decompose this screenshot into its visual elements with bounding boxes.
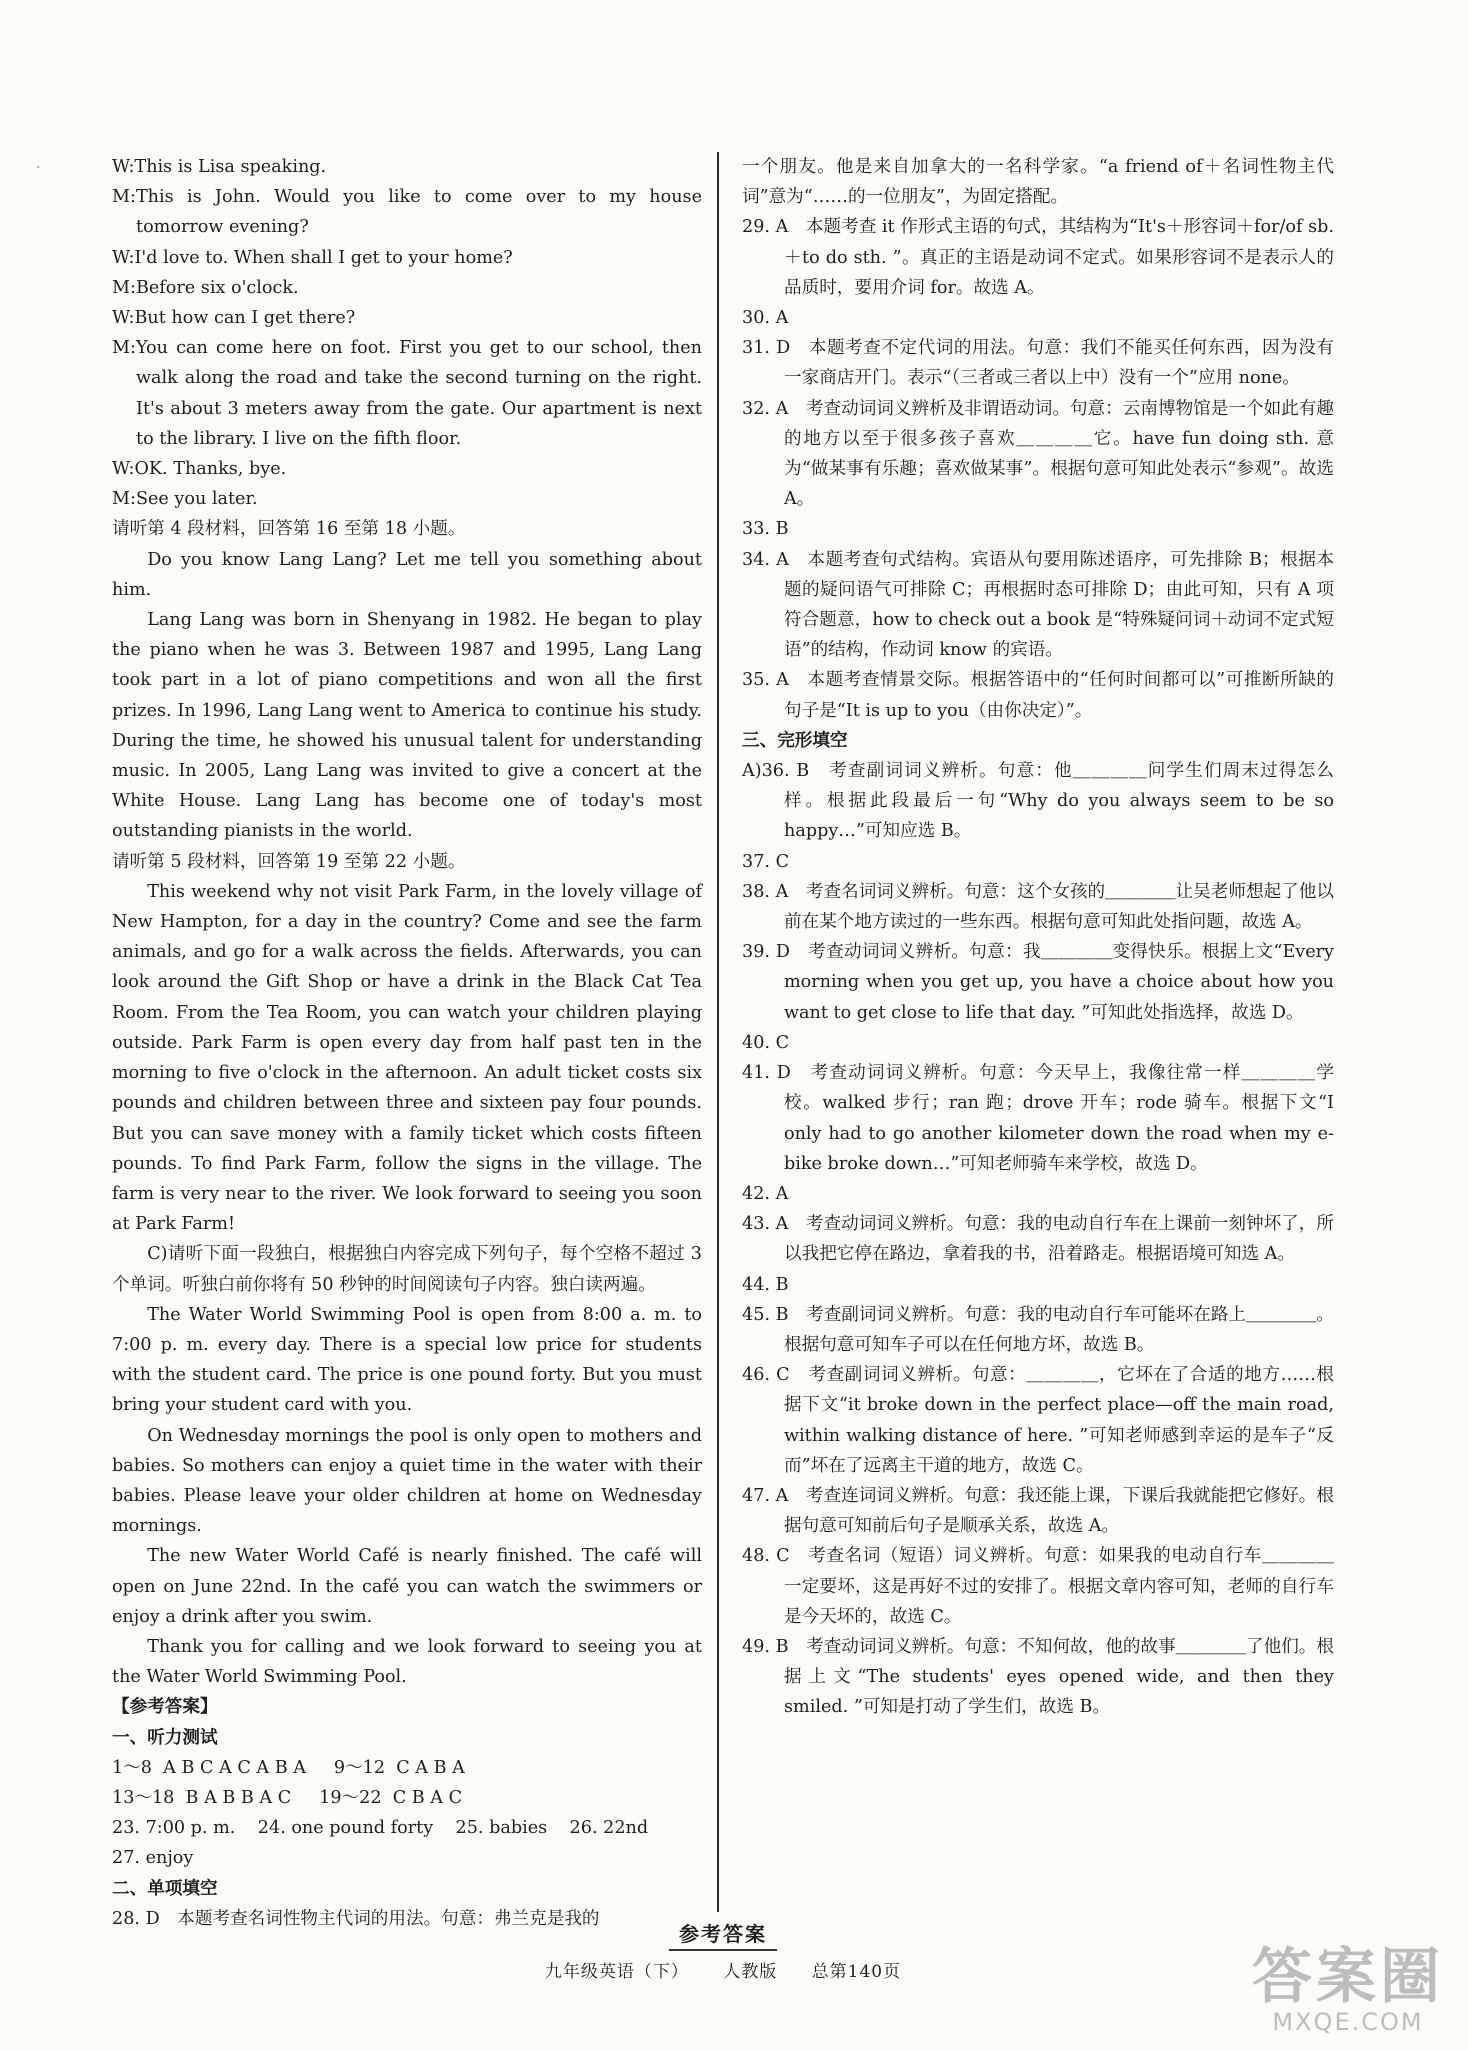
paragraph: The new Water World Café is nearly finished. The café will open on June 22nd. In the café you can watch the swimmers or enjoy a drink after you swim. xyxy=(112,1546,702,1627)
answer-row: 1～8 A B C A C A B A 9～12 C A B A xyxy=(112,1757,465,1778)
answer-item: 48. C 考查名词（短语）词义辨析。句意：如果我的电动自行车＿＿＿＿一定要坏，这是再好不过的安排了。根据文章内容可知，老师的自行车是今天坏的，故选 C。 xyxy=(742,1546,1334,1627)
answer-item: 40. C xyxy=(742,1032,790,1053)
answer-item: 28. D 本题考查名词性物主代词的用法。句意：弗兰克是我的 xyxy=(112,1908,600,1929)
watermark-url: MXQE.COM xyxy=(1272,2008,1424,2036)
section-heading: 三、完形填空 xyxy=(742,729,848,751)
answer-item: 33. B xyxy=(742,519,789,540)
paragraph: W:I'd love to. When shall I get to your home? xyxy=(112,247,513,268)
footer-title: 参考答案 xyxy=(669,1918,777,1951)
paragraph: M:This is John. Would you like to come over to my house tomorrow evening? xyxy=(112,187,702,238)
answer-item: 30. A xyxy=(742,308,789,329)
answer-item: 41. D 考查动词词义辨析。句意：今天早上，我像往常一样＿＿＿＿学校。walked 步行；ran 跑；drove 开车；rode 骑车。根据下文“I only had to go another kilometer down the road when my e-bike broke down…”可知老师骑车来学校，故选 D。 xyxy=(742,1063,1334,1174)
answer-item: 43. A 考查动词词义辨析。句意：我的电动自行车在上课前一刻钟坏了，所以我把它停在路边，拿着我的书，沿着路走。根据语境可知选 A。 xyxy=(742,1214,1334,1265)
section-heading: 二、单项填空 xyxy=(112,1877,218,1899)
answer-item: 34. A 本题考查句式结构。宾语从句要用陈述语序，可先排除 B；根据本题的疑问语气可排除 C；再根据时态可排除 D；由此可知，只有 A 项符合题意，how to check out a book 是“特殊疑问词＋动词不定式短语”的结构，作动词 know 的宾语。 xyxy=(742,549,1334,661)
paragraph: W:But how can I get there? xyxy=(112,308,356,329)
answer-item: 37. C xyxy=(742,851,790,872)
page-footer xyxy=(112,1918,1334,1982)
margin-mark: · xyxy=(36,160,41,176)
footer-info xyxy=(112,1957,1334,1982)
answer-row: 23. 7:00 p. m. 24. one pound forty 25. babies 26. 22nd xyxy=(112,1818,649,1839)
answer-item: A)36. B 考查副词词义辨析。句意：他＿＿＿＿问学生们周末过得怎么样。根据此段最后一句“Why do you always seem to be so happy…”可知应选 B。 xyxy=(742,761,1334,842)
answer-item: 29. A 本题考查 it 作形式主语的句式，其结构为“It's＋形容词＋for/of sb. ＋to do sth. ”。真正的主语是动词不定式。如果形容词不是表示人的品质时，要用介词 for。故选 A。 xyxy=(742,217,1334,298)
column-divider xyxy=(717,152,719,1912)
answers-heading: 【参考答案】 xyxy=(112,1696,218,1718)
paragraph: C)请听下面一段独白，根据独白内容完成下列句子，每个空格不超过 3 个单词。听独白前你将有 50 秒钟的时间阅读句子内容。独白读两遍。 xyxy=(112,1244,702,1295)
paragraph: The Water World Swimming Pool is open from 8:00 a. m. to 7:00 p. m. every day. There is a special low price for students with the student card. The price is one pound forty. But you must bring your student card with you. xyxy=(112,1304,702,1416)
answer-item: 35. A 本题考查情景交际。根据答语中的“任何时间都可以”可推断所缺的句子是“It is up to you（由你决定）”。 xyxy=(742,670,1334,721)
paragraph: W:This is Lisa speaking. xyxy=(112,157,327,177)
paragraph: W:OK. Thanks, bye. xyxy=(112,459,287,480)
watermark-logo: 答案圈 xyxy=(1252,1942,1444,2012)
answer-item: 31. D 本题考查不定代词的用法。句意：我们不能买任何东西，因为没有一家商店开门。表示“（三者或三者以上中）没有一个”应用 none。 xyxy=(742,338,1334,389)
answer-item: 46. C 考查副词词义辨析。句意：＿＿＿＿，它坏在了合适的地方……根据下文“it broke down in the perfect place—off the main road, within walking distance of here. ”可知老师感到幸运的是车子“反而”坏在了远离主干道的地方，故选 C。 xyxy=(742,1365,1334,1476)
paragraph: On Wednesday mornings the pool is only open to mothers and babies. So mothers can enjoy a quiet time in the water with their babies. Please leave your older children at home on Wednesday mornings. xyxy=(112,1425,702,1537)
watermark xyxy=(1252,1942,1444,2036)
answer-item: 32. A 考查动词词义辨析及非谓语动词。句意：云南博物馆是一个如此有趣的地方以至于很多孩子喜欢＿＿＿＿它。have fun doing sth. 意为“做某事有乐趣；喜欢做某事”。根据句意可知此处表示“参观”。故选 A。 xyxy=(742,398,1334,510)
paragraph: M:See you later. xyxy=(112,489,258,510)
section-heading: 一、听力测试 xyxy=(112,1726,218,1748)
footer-edition: 人教版 xyxy=(723,1962,778,1982)
paragraph: Do you know Lang Lang? Let me tell you something about him. xyxy=(112,549,702,600)
answer-row: 27. enjoy xyxy=(112,1848,194,1869)
paragraph: M:Before six o'clock. xyxy=(112,277,299,298)
answer-item: 45. B 考查副词词义辨析。句意：我的电动自行车可能坏在路上＿＿＿＿。根据句意可知车子可以在任何地方坏，故选 B。 xyxy=(742,1304,1334,1355)
paragraph: 请听第 5 段材料，回答第 19 至第 22 小题。 xyxy=(112,851,466,872)
paragraph: Lang Lang was born in Shenyang in 1982. He began to play the piano when he was 3. Between 1987 and 1995, Lang Lang took part in a lot of piano competitions and won all the first prizes. In 1996, Lang Lang went to America to continue his study. During the time, he showed his unusual talent for understanding music. In 2005, Lang Lang was invited to give a concert at the White House. Lang Lang has become one of today's most outstanding pianists in the world. xyxy=(112,610,702,842)
left-column xyxy=(112,152,702,1934)
answer-item: 49. B 考查动词词义辨析。句意：不知何故，他的故事＿＿＿＿了他们。根据上文“The students' eyes opened wide, and then they smiled. ”可知是打动了学生们，故选 B。 xyxy=(742,1636,1334,1718)
footer-page-number: 总第140页 xyxy=(811,1962,902,1982)
answer-item: 38. A 考查名词词义辨析。句意：这个女孩的＿＿＿＿让吴老师想起了他以前在某个地方读过的一些东西。根据句意可知此处指问题，故选 A。 xyxy=(742,881,1334,933)
answer-item: 一个朋友。他是来自加拿大的一名科学家。“a friend of＋名词性物主代词”意为“……的一位朋友”，为固定搭配。 xyxy=(742,157,1334,208)
answer-item: 39. D 考查动词词义辨析。句意：我＿＿＿＿变得快乐。根据上文“Every morning when you get up, you have a choice about how you want to get close to life that day. ”可知此处指选择，故选 D。 xyxy=(742,942,1334,1023)
paragraph: This weekend why not visit Park Farm, in the lovely village of New Hampton, for a day in the country? Come and see the farm animals, and go for a walk across the fields. Afterwards, you can look around the Gift Shop or have a drink in the Black Cat Tea Room. From the Tea Room, you can watch your children playing outside. Park Farm is open every day from half past ten in the morning to five o'clock in the afternoon. An adult ticket costs six pounds and children between three and sixteen pay four pounds. But you can save money with a family ticket which costs fifteen pounds. To find Park Farm, follow the signs in the village. The farm is very near to the river. We look forward to seeing you soon at Park Farm! xyxy=(112,881,702,1235)
answer-item: 44. B xyxy=(742,1274,789,1295)
answer-item: 42. A xyxy=(742,1183,789,1204)
paragraph: M:You can come here on foot. First you get to our school, then walk along the road and take the second turning on the right. It's about 3 meters away from the gate. Our apartment is next to the library. I live on the fifth floor. xyxy=(112,338,702,449)
right-column xyxy=(742,152,1334,1723)
answer-row: 13～18 B A B B A C 19～22 C B A C xyxy=(112,1787,463,1808)
answer-item: 47. A 考查连词词义辨析。句意：我还能上课，下课后我就能把它修好。根据句意可知前后句子是顺承关系，故选 A。 xyxy=(742,1485,1334,1537)
footer-grade: 九年级英语（下） xyxy=(544,1962,689,1982)
paragraph: 请听第 4 段材料，回答第 16 至第 18 小题。 xyxy=(112,519,466,540)
paragraph: Thank you for calling and we look forward to seeing you at the Water World Swimming Pool. xyxy=(112,1636,702,1688)
